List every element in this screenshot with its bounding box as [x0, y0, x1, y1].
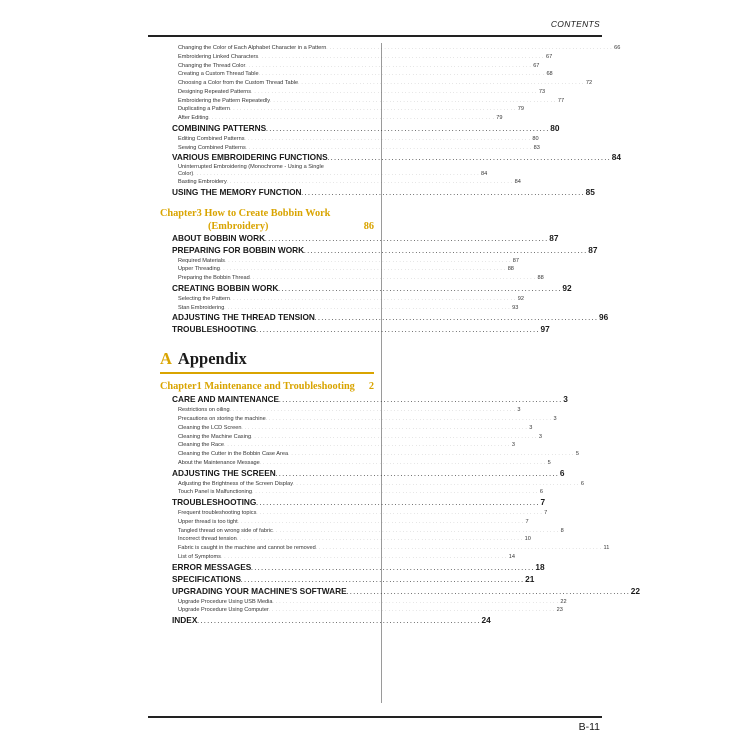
toc-entry-page: 6: [559, 467, 565, 478]
leader-dots: [256, 326, 538, 336]
leader-dots: [208, 114, 494, 122]
chapter-title: How to Create Bobbin Work: [204, 207, 331, 219]
toc-entry-title: Basting Embroidery: [178, 178, 227, 185]
chapter-title: Maintenance and Troubleshooting: [204, 381, 355, 393]
toc-entry-title: About the Maintenance Message: [178, 459, 260, 466]
toc-subentry: [160, 62, 540, 71]
toc-subentry: [160, 544, 610, 553]
table-of-contents: [160, 44, 641, 627]
toc-entry-page: 21: [525, 573, 535, 584]
appendix-letter: A: [160, 349, 172, 369]
toc-subentry: [160, 553, 515, 562]
toc-subentry: [160, 135, 539, 144]
toc-entry-title: CARE AND MAINTENANCE: [172, 394, 280, 405]
toc-group-embroidery-editing: [160, 44, 621, 164]
leader-dots: [269, 606, 555, 614]
toc-section-entry: [160, 467, 565, 480]
toc-entry-page: 93: [512, 304, 519, 311]
toc-entry-page: 3: [538, 433, 542, 440]
toc-entry-title: Cleaning the LCD Screen: [178, 424, 242, 431]
toc-entry-title: COMBINING PATTERNS: [172, 122, 267, 133]
leader-dots: [251, 564, 533, 574]
toc-section-entry: [160, 615, 491, 627]
toc-entry-page: 88: [507, 266, 514, 273]
toc-section-entry: [160, 282, 572, 295]
leader-dots: [276, 470, 558, 480]
toc-entry-title: Tangled thread on wrong side of fabric: [178, 527, 273, 534]
toc-entry-page: 79: [517, 106, 524, 113]
chapter-page: 86: [363, 220, 374, 232]
toc-entry-title: Frequent troubleshooting topics: [178, 510, 257, 517]
toc-entry-title: TROUBLESHOOTING: [172, 497, 257, 508]
toc-subentry: [160, 178, 521, 187]
toc-entry-page: 7: [544, 510, 548, 517]
leader-dots: [326, 44, 612, 52]
page-number: B-11: [578, 721, 600, 733]
leader-dots: [230, 105, 516, 113]
toc-group-memory: [160, 178, 595, 199]
toc-entry-page: 6: [580, 480, 584, 487]
leader-dots: [273, 598, 559, 606]
toc-entry-page: 79: [496, 115, 503, 121]
toc-section-entry: [160, 497, 546, 509]
toc-section-entry: [160, 122, 560, 135]
toc-entry-title: Upper thread is too tight: [178, 518, 238, 525]
toc-entry-title: Adjusting the Brightness of the Screen Display: [178, 480, 294, 487]
toc-entry-title: Changing the Color of Each Alphabet Character in a Pattern: [178, 45, 327, 51]
toc-entry-title: VARIOUS EMBROIDERING FUNCTIONS: [172, 152, 328, 163]
toc-subentry: [160, 114, 503, 123]
toc-group-bobbin-work: [160, 232, 609, 337]
toc-entry-title: Upgrade Procedure Using USB Media: [178, 598, 273, 605]
leader-dots: [302, 189, 584, 199]
toc-entry-title: SPECIFICATIONS: [172, 573, 241, 584]
toc-entry-page: 24: [481, 615, 491, 626]
toc-entry-page: 73: [538, 88, 546, 95]
toc-entry-page: 3: [511, 442, 515, 449]
toc-entry-page: 3: [563, 394, 568, 405]
toc-entry-title: Uninterrupted Embroidering (Monochrome - Using a Single: [178, 164, 324, 171]
toc-subentry: [160, 265, 514, 274]
leader-dots: [251, 88, 537, 96]
toc-entry-page: 83: [533, 144, 540, 151]
footer-rule: [148, 716, 602, 718]
toc-entry-title: Required Materials: [178, 257, 225, 264]
leader-dots: [227, 178, 513, 186]
toc-entry-page: 22: [630, 585, 641, 596]
toc-entry-title: Embroidering the Pattern Repeatedly: [178, 97, 271, 104]
toc-entry-title: ADJUSTING THE SCREEN: [172, 467, 276, 478]
toc-entry-page: 14: [508, 553, 515, 560]
leader-dots: [259, 70, 545, 78]
toc-section-entry: [160, 324, 550, 336]
toc-entry-page: 88: [537, 275, 544, 282]
toc-subentry: [160, 433, 542, 442]
leader-dots: [251, 433, 537, 441]
toc-entry-page: 10: [524, 536, 531, 543]
running-header: CONTENTS: [550, 19, 600, 29]
chapter-title-cont: (Embroidery): [208, 220, 269, 232]
toc-section-entry: [160, 394, 568, 406]
toc-subentry: [160, 509, 548, 518]
toc-entry-page: 7: [540, 497, 546, 508]
leader-dots: [230, 406, 516, 414]
appendix-heading: [160, 348, 374, 374]
toc-chapter3: [160, 207, 374, 233]
toc-subentry: [160, 257, 519, 266]
leader-dots: [230, 295, 516, 303]
leader-dots: [293, 480, 579, 488]
leader-dots: [224, 441, 510, 449]
toc-entry-page: 84: [514, 178, 521, 185]
leader-dots: [221, 553, 507, 561]
toc-entry-title: TROUBLESHOOTING: [172, 324, 257, 335]
toc-entry-page: 11: [603, 545, 610, 552]
toc-entry-title: Changing the Thread Color: [178, 62, 246, 69]
leader-dots: [250, 274, 536, 282]
chapter-page: 2: [368, 381, 374, 393]
toc-subentry: [160, 44, 621, 53]
leader-dots: [245, 135, 531, 143]
toc-entry-title: UPGRADING YOUR MACHINE'S SOFTWARE: [172, 585, 347, 596]
toc-entry-title: Sewing Combined Patterns: [178, 144, 246, 151]
toc-entry-page: 96: [599, 312, 609, 323]
toc-entry-page: 85: [585, 186, 595, 197]
leader-dots: [225, 257, 511, 265]
toc-entry-page: 3: [529, 424, 533, 431]
toc-subentry: [160, 105, 524, 114]
toc-entry-title: After Editing: [178, 115, 209, 121]
toc-entry-page: 23: [556, 607, 563, 614]
toc-subentry: [160, 441, 515, 450]
toc-entry-page: 92: [562, 282, 572, 293]
chapter-label: Chapter3: [160, 207, 202, 219]
leader-dots: [256, 509, 542, 517]
toc-entry-title: Cleaning the Cutter in the Bobbin Case Area: [178, 451, 289, 458]
toc-subentry: [160, 274, 544, 283]
toc-entry-title: INDEX: [172, 615, 198, 626]
toc-entry-title: Touch Panel is Malfunctioning: [178, 489, 253, 496]
leader-dots: [273, 527, 559, 535]
toc-entry-page: 6: [539, 489, 543, 496]
toc-subentry: [160, 97, 565, 106]
leader-dots: [315, 314, 597, 324]
toc-entry-page: 7: [525, 518, 529, 525]
toc-entry-title: Cleaning the Race: [178, 442, 225, 449]
leader-dots: [246, 144, 532, 152]
toc-entry-title: Selecting the Pattern: [178, 295, 230, 302]
toc-entry-page: 87: [512, 257, 519, 264]
leader-dots: [197, 617, 479, 627]
leader-dots: [298, 79, 584, 87]
toc-entry-title: Incorrect thread tension: [178, 536, 237, 543]
leader-dots: [252, 488, 538, 496]
toc-group-maintenance: [160, 394, 641, 627]
leader-dots: [237, 535, 523, 543]
toc-entry-page: 5: [547, 459, 551, 466]
toc-entry-title: Upper Threading: [178, 266, 220, 273]
toc-entry-page: 92: [517, 295, 524, 302]
toc-entry-title: PREPARING FOR BOBBIN WORK: [172, 244, 305, 255]
toc-entry-page: 87: [549, 232, 559, 243]
leader-dots: [258, 53, 544, 61]
chapter-label: Chapter1: [160, 381, 202, 393]
leader-dots: [316, 544, 602, 552]
toc-entry-page: 72: [585, 80, 593, 86]
leader-dots: [328, 154, 610, 164]
toc-entry-title: List of Symptoms: [178, 553, 221, 560]
toc-entry-uninterrupted-embroidering: [160, 164, 488, 178]
toc-subentry: [160, 70, 553, 79]
toc-entry-title: Creating a Custom Thread Table: [178, 71, 259, 78]
toc-entry-page: 22: [560, 598, 567, 605]
leader-dots: [288, 450, 574, 458]
leader-dots: [220, 265, 506, 273]
toc-entry-page: 80: [550, 122, 560, 133]
toc-subentry: [160, 79, 593, 88]
toc-entry-title: Duplicating a Pattern: [178, 106, 230, 113]
leader-dots: [256, 499, 538, 509]
toc-subentry: [160, 488, 543, 497]
appendix-title: Appendix: [177, 349, 247, 369]
toc-entry-page: 18: [535, 561, 545, 572]
toc-entry-page: 77: [557, 97, 565, 104]
toc-entry-title: CREATING BOBBIN WORK: [172, 282, 279, 293]
toc-entry-title-cont: Color): [178, 171, 194, 178]
toc-subentry: [160, 424, 533, 433]
toc-entry-title: Editing Combined Patterns: [178, 135, 245, 142]
toc-entry-title: ABOUT BOBBIN WORK: [172, 232, 266, 243]
leader-dots: [241, 424, 527, 432]
toc-entry-title: Embroidering Linked Characters: [178, 53, 259, 60]
leader-dots: [241, 576, 523, 586]
toc-subentry: [160, 295, 524, 304]
toc-entry-page: 68: [546, 71, 553, 78]
toc-section-entry: [160, 561, 545, 574]
toc-entry-page: 97: [540, 324, 550, 335]
toc-section-entry: [160, 232, 559, 245]
toc-entry-title: Choosing a Color from the Custom Thread Table: [178, 80, 299, 86]
toc-chapter1: [160, 380, 374, 393]
toc-entry-page: 8: [560, 527, 564, 534]
toc-entry-title: USING THE MEMORY FUNCTION: [172, 186, 302, 197]
toc-entry-title: Designing Repeated Patterns: [178, 88, 252, 95]
toc-subentry: [160, 415, 557, 424]
toc-entry-title: Precautions on storing the machine: [178, 416, 266, 423]
toc-entry-title: Cleaning the Machine Casing: [178, 433, 252, 440]
header-rule: [148, 35, 602, 37]
toc-subentry: [160, 450, 580, 459]
leader-dots: [304, 247, 586, 257]
toc-subentry: [160, 88, 546, 97]
toc-entry-page: 87: [588, 244, 598, 255]
toc-entry-title: Stan Embroidering: [178, 304, 225, 311]
toc-entry-title: ADJUSTING THE THREAD TENSION: [172, 312, 315, 323]
toc-subentry: [160, 527, 564, 536]
toc-entry-title: Preparing the Bobbin Thread: [178, 275, 250, 282]
leader-dots: [238, 518, 524, 526]
toc-entry-title: Restrictions on oiling: [178, 407, 230, 414]
leader-dots: [266, 125, 548, 135]
leader-dots: [347, 588, 629, 598]
toc-entry-page: 84: [481, 171, 488, 178]
toc-subentry: [160, 53, 553, 62]
toc-subentry: [160, 518, 529, 527]
toc-section-entry: [160, 244, 598, 257]
toc-entry-page: 3: [517, 407, 521, 414]
toc-entry-page: 67: [533, 62, 540, 69]
leader-dots: [270, 97, 556, 105]
toc-entry-page: 3: [553, 416, 557, 423]
toc-subentry: [160, 459, 551, 468]
leader-dots: [266, 415, 552, 423]
toc-subentry: [160, 406, 521, 415]
toc-section-entry: [160, 312, 609, 324]
leader-dots: [193, 171, 479, 178]
toc-subentry: [160, 304, 519, 313]
toc-subentry: [160, 606, 563, 615]
toc-entry-page: 80: [532, 135, 539, 142]
toc-subentry: [160, 535, 531, 544]
leader-dots: [278, 285, 560, 295]
toc-entry-title: Fabric is caught in the machine and cannot be removed: [178, 545, 316, 552]
leader-dots: [279, 396, 561, 406]
leader-dots: [245, 62, 531, 70]
leader-dots: [224, 304, 510, 312]
toc-subentry: [160, 144, 540, 153]
toc-entry-page: 84: [611, 152, 621, 163]
toc-subentry: [160, 480, 584, 489]
leader-dots: [265, 235, 547, 245]
toc-entry-page: 5: [575, 451, 580, 458]
toc-entry-title: ERROR MESSAGES: [172, 561, 252, 572]
toc-section-entry: [160, 585, 641, 598]
toc-entry-page: 67: [546, 53, 553, 60]
toc-entry-page: 66: [614, 45, 621, 51]
toc-section-entry: [160, 186, 595, 199]
toc-subentry: [160, 598, 567, 607]
toc-section-entry: [160, 152, 621, 164]
leader-dots: [260, 459, 546, 467]
toc-section-entry: [160, 573, 535, 586]
toc-entry-title: Upgrade Procedure Using Computer: [178, 607, 269, 614]
